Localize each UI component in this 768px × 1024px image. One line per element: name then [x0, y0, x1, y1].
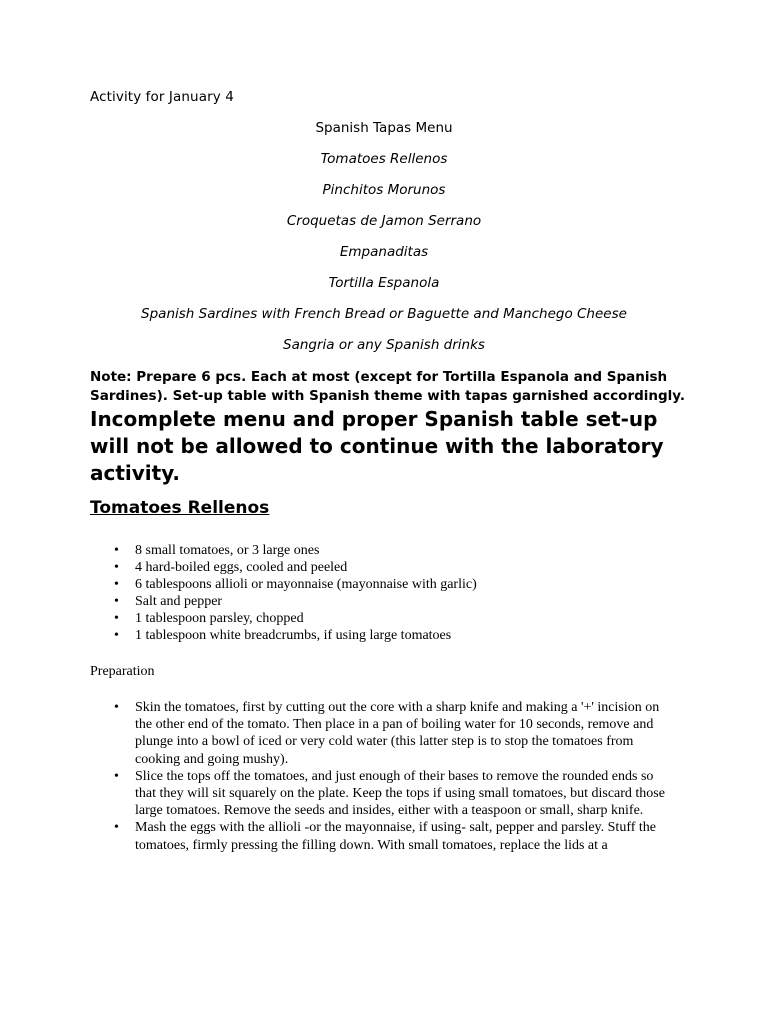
menu-item: Tortilla Espanola	[328, 275, 440, 291]
list-item: • Skin the tomatoes, first by cutting out the core with a sharp knife and making a '+' incision on the other end of the tomato. Then place in a pan of boiling water for 10 seconds, remove and plunge into a bowl of iced or very cold water (this latter step is to stop the tomatoes from cooking and going mushy).	[135, 699, 673, 768]
list-item: • Mash the eggs with the allioli -or the mayonnaise, if using- salt, pepper and parsley. Stuff the tomatoes, firmly pressing the filling down. With small tomatoes, replace the lids at a	[135, 819, 673, 853]
menu-item: Pinchitos Morunos	[322, 182, 446, 198]
menu-item: Tomatoes Rellenos	[320, 151, 448, 167]
note-paragraph	[90, 368, 700, 487]
list-item: • 1 tablespoon white breadcrumbs, if using large tomatoes	[135, 627, 735, 644]
menu-item: Sangria or any Spanish drinks	[283, 337, 485, 353]
list-item: • Slice the tops off the tomatoes, and just enough of their bases to remove the rounded ends so that they will sit squarely on the plate. Keep the tops if using small tomatoes, but discard those large tomatoes. Remove the seeds and insides, either with a teaspoon or small, sharp knife.	[135, 768, 673, 820]
list-item: • 1 tablespoon parsley, chopped	[135, 610, 735, 627]
activity-date-line: Activity for January 4	[90, 89, 234, 105]
list-item: • Salt and pepper	[135, 593, 735, 610]
note-emphasis: Incomplete menu and proper Spanish table set-up will not be allowed to continue with the laboratory activity.	[90, 407, 664, 485]
ingredients-list	[90, 542, 735, 644]
menu-item: Empanaditas	[339, 244, 429, 260]
recipe-heading: Tomatoes Rellenos	[90, 498, 270, 518]
list-item: • 8 small tomatoes, or 3 large ones	[135, 542, 735, 559]
preparation-steps-list	[90, 699, 673, 854]
menu-item: Croquetas de Jamon Serrano	[286, 213, 482, 229]
menu-title: Spanish Tapas Menu	[315, 120, 453, 136]
menu-item: Spanish Sardines with French Bread or Baguette and Manchego Cheese	[141, 306, 627, 322]
preparation-label: Preparation	[90, 664, 155, 679]
note-text: Note: Prepare 6 pcs. Each at most (except for Tortilla Espanola and Spanish Sardines). Set-up table with Spanish theme with tapas garnished accordingly.	[90, 369, 685, 404]
list-item: • 4 hard-boiled eggs, cooled and peeled	[135, 559, 735, 576]
list-item: • 6 tablespoons allioli or mayonnaise (mayonnaise with garlic)	[135, 576, 735, 593]
